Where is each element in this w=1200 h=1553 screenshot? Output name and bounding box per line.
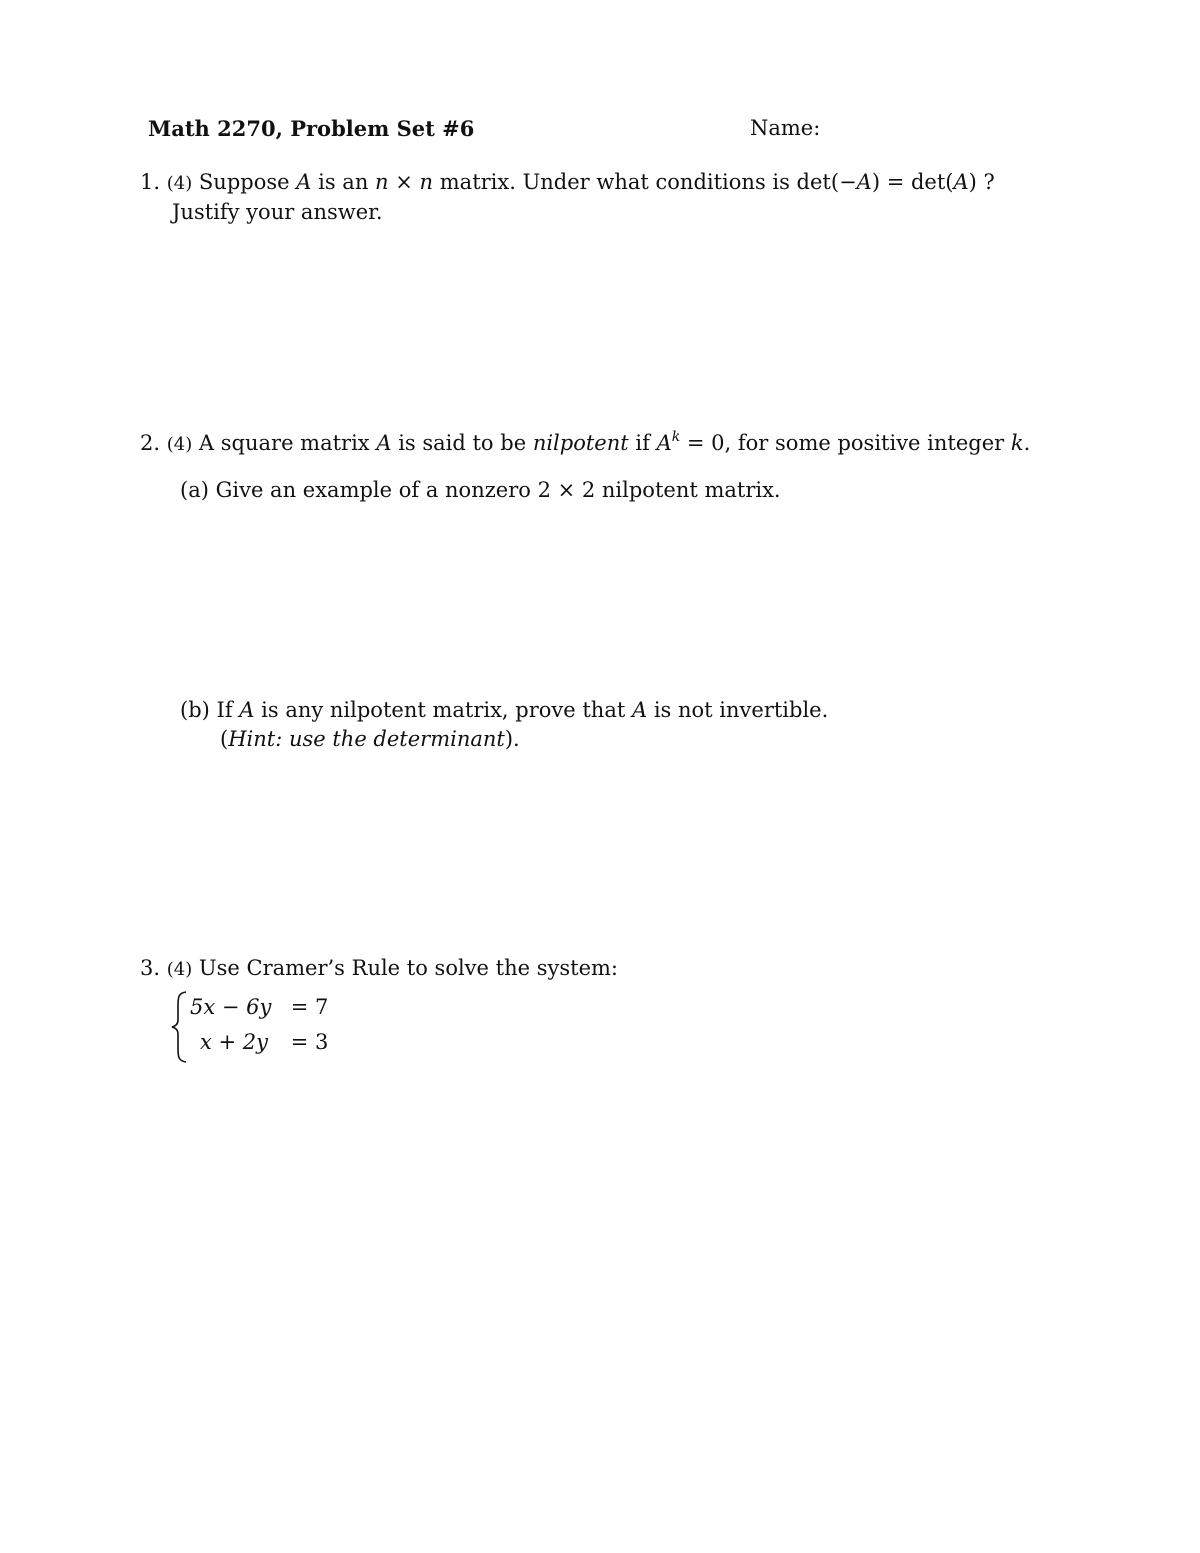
math-var: k.	[1010, 431, 1031, 455]
hint-text: Hint: use the determinant	[228, 727, 505, 751]
page-title: Math 2270, Problem Set #6	[148, 116, 475, 141]
exponent: k	[671, 429, 681, 445]
text: ) ?	[968, 170, 995, 194]
problem-1-line-2: Justify your answer.	[172, 200, 383, 224]
problem-points: (4)	[166, 173, 193, 194]
text: Give an example of a nonzero 2 × 2 nilpotent matrix.	[215, 478, 781, 502]
text: Use Cramer’s Rule to solve the system:	[198, 956, 618, 980]
equation-rhs: = 3	[290, 1030, 329, 1054]
math-var: n	[419, 170, 434, 194]
term-nilpotent: nilpotent	[532, 431, 629, 455]
math-var: A	[631, 698, 648, 722]
text: ).	[504, 727, 520, 751]
part-label: (a)	[180, 478, 209, 502]
equation-lhs: x + 2y	[200, 1030, 269, 1054]
math-var: A	[953, 170, 969, 194]
math-var: A	[856, 170, 872, 194]
math-var: A	[296, 170, 312, 194]
problem-points: (4)	[166, 434, 193, 455]
problem-2b-hint	[220, 727, 520, 751]
text: is not invertible.	[653, 698, 829, 722]
problem-3-text	[140, 956, 618, 980]
text: Suppose	[198, 170, 290, 194]
problem-number: 3.	[140, 956, 161, 980]
equation-row-1	[190, 995, 328, 1019]
math-var: n	[375, 170, 389, 194]
text: if	[635, 431, 650, 455]
name-label: Name:	[750, 116, 821, 140]
math-var: A	[239, 698, 255, 722]
text: = 0, for some positive integer	[686, 431, 1005, 455]
problem-2-intro	[140, 429, 1030, 455]
text: If	[216, 698, 233, 722]
times-symbol: ×	[395, 170, 413, 194]
equation-rhs: = 7	[290, 995, 329, 1019]
problem-number: 1.	[140, 170, 161, 194]
text: is an	[318, 170, 369, 194]
text: is any nilpotent matrix, prove that	[261, 698, 626, 722]
text: matrix. Under what conditions is det(−	[439, 170, 857, 194]
problem-points: (4)	[166, 959, 193, 980]
part-label: (b)	[180, 698, 210, 722]
problem-2b-line-1	[180, 698, 828, 722]
equation-row-2	[200, 1030, 328, 1054]
math-var: A	[656, 431, 672, 455]
text: ) = det(	[871, 170, 954, 194]
text: is said to be	[398, 431, 527, 455]
text: (	[220, 727, 229, 751]
problem-2a	[180, 478, 781, 502]
math-var: A	[376, 431, 392, 455]
left-brace-icon	[170, 990, 190, 1064]
problem-number: 2.	[140, 431, 161, 455]
equation-lhs: 5x − 6y	[190, 995, 272, 1019]
problem-1-line-1	[140, 170, 995, 194]
text: A square matrix	[198, 431, 370, 455]
